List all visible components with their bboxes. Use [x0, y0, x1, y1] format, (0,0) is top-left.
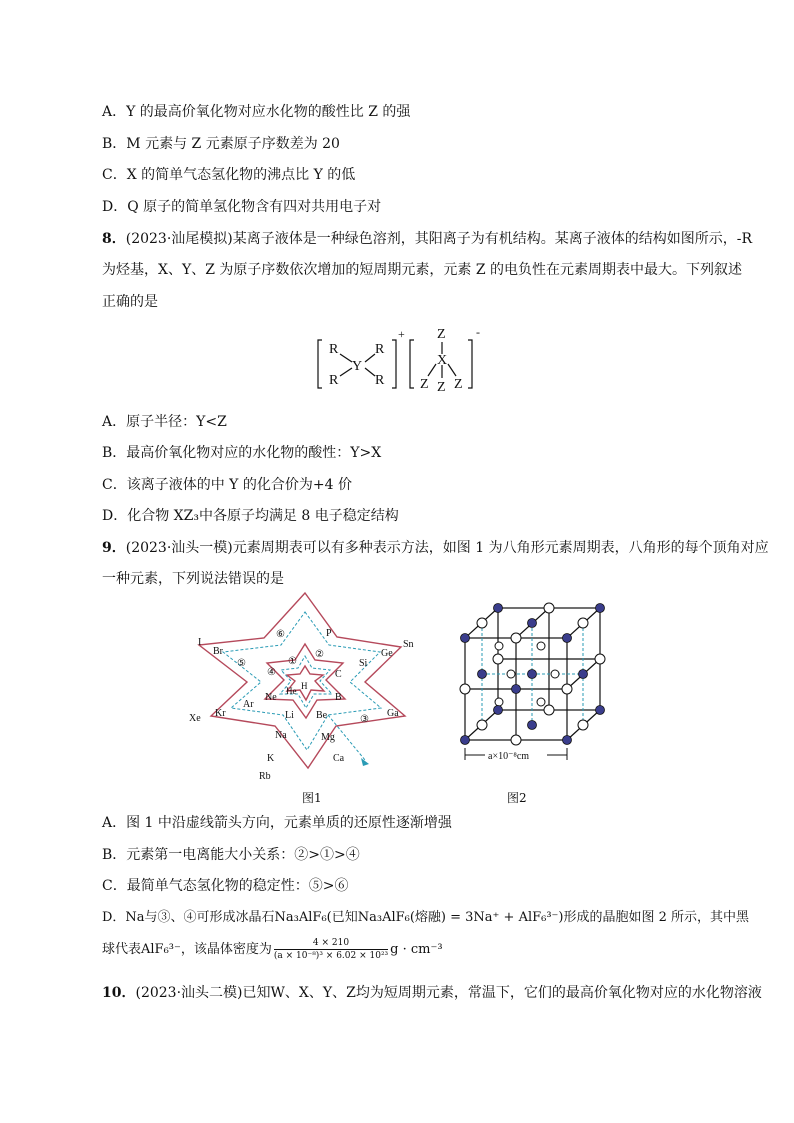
q8-anion-center: X — [437, 353, 448, 368]
q10-stem-text: 已知W、X、Y、Z均为短周期元素，常温下，它们的最高价氧化物对应的水化物溶液 — [242, 985, 762, 1001]
fig1-label-ne: Ne — [265, 692, 277, 703]
q8-source: (2023·汕尾模拟) — [125, 231, 233, 247]
q8-cation-r1: R — [329, 342, 339, 357]
fig1-label-h: H — [301, 681, 308, 691]
q8-number: 8 — [102, 231, 112, 247]
q7-option-c: C．X 的简单气态氢化物的沸点比 Y 的低 — [102, 167, 356, 183]
fig1-label-xe: Xe — [189, 713, 201, 724]
q8-stem-text: 某离子液体是一种绿色溶剂，其阳离子为有机结构。某离子液体的结构如图所示，-R — [232, 231, 753, 247]
q7-option-b: B．M 元素与 Z 元素原子序数差为 20 — [102, 136, 340, 152]
q8-anion-charge: - — [476, 325, 480, 339]
fig1-label-c3: ③ — [360, 714, 369, 725]
fig1-label-p: P — [326, 628, 332, 639]
q8-cation-charge: + — [398, 327, 405, 341]
q10-source: (2023·汕头二模) — [135, 985, 243, 1001]
q8-ionic-structure — [310, 318, 490, 396]
q8-anion-z-left: Z — [420, 377, 429, 392]
q8-stem-line1: 8．(2023·汕尾模拟)某离子液体是一种绿色溶剂，其阳离子为有机结构。某离子液体的结构如图所示，-R — [102, 231, 753, 247]
q9-fig2-caption: 图2 — [507, 791, 527, 805]
fig1-label-be: Be — [316, 710, 328, 721]
q8-option-c: C．该离子液体的中 Y 的化合价为+4 价 — [102, 477, 352, 493]
fig1-label-i: I — [198, 637, 202, 648]
q7-option-d: D．Q 原子的简单氢化物含有四对共用电子对 — [102, 199, 382, 215]
fig1-label-mg: Mg — [321, 732, 335, 743]
q8-cation-r2: R — [375, 342, 385, 357]
fig1-label-ca: Ca — [333, 753, 345, 764]
q8-option-a: A．原子半径：Y<Z — [102, 414, 227, 430]
fig1-label-c5: ⑤ — [237, 658, 246, 669]
q10-stem: 10．(2023·汕头二模)已知W、X、Y、Z均为短周期元素，常温下，它们的最高价氧化物对应的水化物溶液 — [102, 985, 762, 1001]
q7-option-a: A．Y 的最高价氧化物对应水化物的酸性比 Z 的强 — [102, 104, 411, 120]
q9-figure2-unit-cell — [455, 598, 615, 768]
q9-option-d-line2 — [102, 938, 443, 962]
fig1-label-c6: ⑥ — [276, 629, 285, 640]
q8-option-d: D．化合物 XZ₃中各原子均满足 8 电子稳定结构 — [102, 508, 399, 524]
fig1-label-c1: ① — [288, 656, 297, 667]
q9-option-a: A．图 1 中沿虚线箭头方向，元素单质的还原性逐渐增强 — [102, 815, 452, 831]
fig1-label-b: B — [335, 692, 342, 703]
density-unit: g · cm⁻³ — [390, 942, 443, 957]
fig1-label-ge: Ge — [381, 648, 393, 659]
fig1-label-li: Li — [285, 710, 294, 721]
q10-number: 10 — [102, 985, 122, 1001]
fig1-label-kr: Kr — [215, 708, 226, 719]
fig1-label-he: He — [286, 686, 297, 696]
q9-option-b: B．元素第一电离能大小关系：②>①>④ — [102, 847, 360, 863]
q9-option-c: C．最简单气态氢化物的稳定性：⑤>⑥ — [102, 878, 349, 894]
q9-source: (2023·汕头一模) — [125, 540, 233, 556]
fig1-label-na: Na — [275, 730, 287, 741]
fig1-label-k: K — [267, 753, 275, 764]
q8-anion-z-mid: Z — [437, 380, 446, 395]
fig1-label-c2: ② — [315, 649, 324, 660]
fig2-dimension-label: a×10⁻⁸cm — [488, 751, 530, 762]
fig1-label-br: Br — [213, 646, 223, 657]
q8-anion-z-top: Z — [437, 327, 446, 342]
fraction-numerator: 4 × 210 — [312, 938, 350, 948]
q8-stem-line3: 正确的是 — [102, 294, 158, 310]
q9-option-d-line1: D．Na与③、④可形成冰晶石Na₃AlF₆(已知Na₃AlF₆(熔融) = 3Na⁺ + AlF₆³⁻)形成的晶胞如图 2 所示，其中黑 — [102, 910, 750, 925]
q9-fig1-caption: 图1 — [302, 791, 322, 805]
q9-stem-line1: 9．(2023·汕头一模)元素周期表可以有多种表示方法，如图 1 为八角形元素周期表，八角形的每个顶角对应 — [102, 540, 769, 556]
fig1-label-rb: Rb — [259, 771, 271, 782]
fig1-label-c: C — [335, 669, 342, 680]
fig1-label-sn: Sn — [403, 639, 414, 650]
fig1-label-si: Si — [359, 658, 368, 669]
fraction-denominator: (a × 10⁻⁸)³ × 6.02 × 10²³ — [273, 951, 389, 961]
fig1-label-c4: ④ — [267, 667, 276, 678]
q9-stem-line2: 一种元素，下列说法错误的是 — [102, 571, 284, 587]
q8-cation-r3: R — [329, 373, 339, 388]
q9-figure1-octagonal-table — [185, 590, 435, 790]
fig1-label-ar: Ar — [243, 699, 254, 710]
density-fraction — [274, 938, 388, 962]
fig1-label-ga: Ga — [387, 708, 399, 719]
q8-cation-center: Y — [352, 359, 363, 374]
q8-anion-z-right: Z — [454, 377, 463, 392]
q8-cation-r4: R — [375, 373, 385, 388]
q9-option-d-text: 球代表AlF₆³⁻，该晶体密度为 — [102, 942, 272, 957]
q8-option-b: B．最高价氧化物对应的水化物的酸性：Y>X — [102, 445, 382, 461]
q9-stem-text: 元素周期表可以有多种表示方法，如图 1 为八角形元素周期表，八角形的每个顶角对应 — [232, 540, 769, 556]
q8-stem-line2: 为烃基，X、Y、Z 为原子序数依次增加的短周期元素，元素 Z 的电负性在元素周期表中最大。下列叙述 — [102, 262, 743, 278]
q9-number: 9 — [102, 540, 112, 556]
